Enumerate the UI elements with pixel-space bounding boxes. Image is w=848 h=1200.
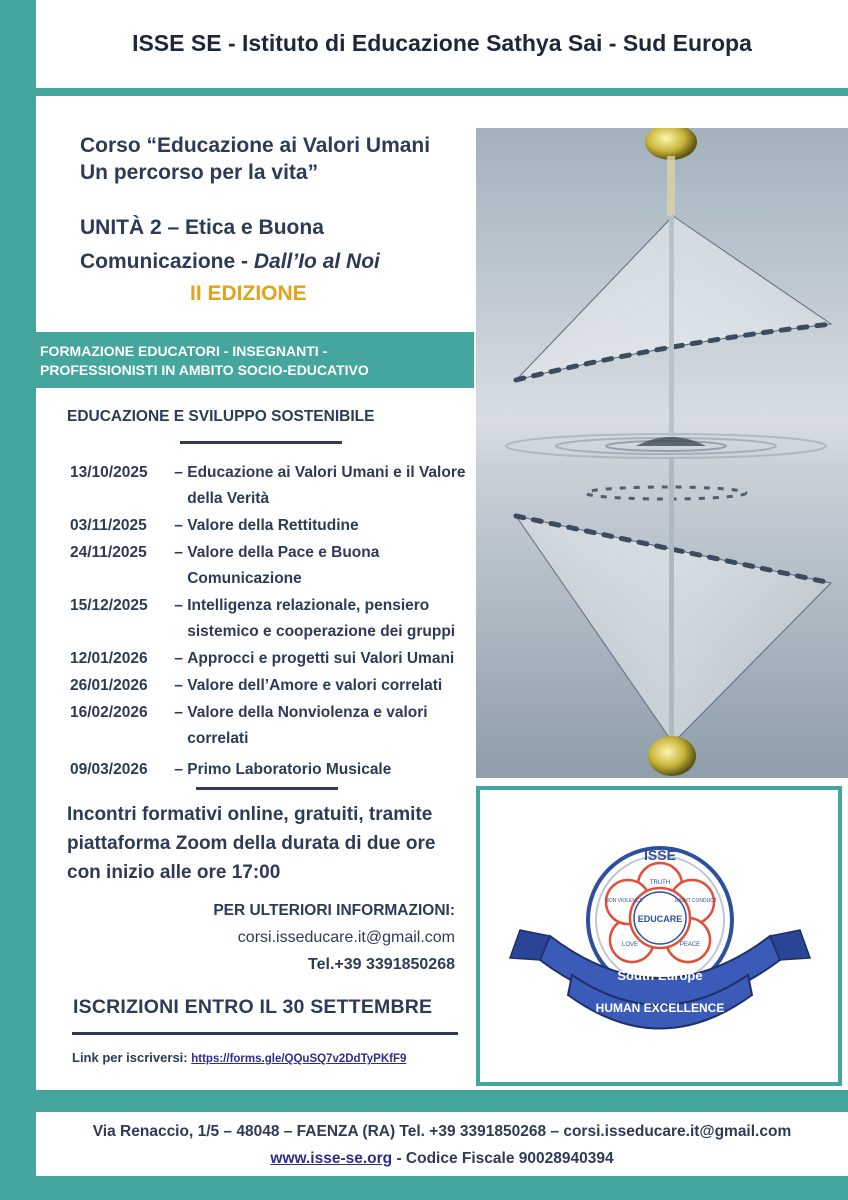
schedule-dash: – bbox=[170, 761, 188, 778]
contact-phone: Tel.+39 3391850268 bbox=[308, 956, 455, 973]
footer-tax-code: - Codice Fiscale 90028940394 bbox=[392, 1150, 614, 1167]
schedule-description: Primo Laboratorio Musicale bbox=[187, 761, 392, 778]
format-line1: Incontri formativi online, gratuiti, tramite bbox=[67, 804, 433, 825]
unit-title bbox=[80, 211, 480, 279]
isse-logo bbox=[480, 790, 838, 1082]
schedule-dash: – bbox=[170, 517, 188, 534]
registration-link[interactable]: https://forms.gle/QQuSQ7v2DdTyPKfF9 bbox=[191, 1053, 407, 1065]
unit-title-line1: UNITÀ 2 – Etica e Buona bbox=[80, 216, 324, 239]
course-title-line2: Un percorso per la vita” bbox=[80, 161, 319, 184]
schedule-description: Intelligenza relazionale, pensiero sistemico e cooperazione dei gruppi bbox=[187, 597, 456, 640]
footer-address: Via Renaccio, 1/5 – 48048 – FAENZA (RA) Tel. +39 3391850268 – corsi.isseducare.it@gmail.com bbox=[92, 1123, 792, 1140]
contact-heading: PER ULTERIORI INFORMAZIONI: bbox=[213, 902, 455, 919]
format-line3: con inizio alle ore 17:00 bbox=[67, 862, 281, 883]
registration-link-line bbox=[72, 1050, 406, 1065]
audience-banner-line1: FORMAZIONE EDUCATORI - INSEGNANTI - bbox=[40, 343, 328, 359]
divider-rule bbox=[180, 441, 342, 444]
schedule-dash: – bbox=[170, 704, 188, 721]
logo-value-right-conduct: RIGHT CONDUCT bbox=[675, 898, 717, 904]
schedule-date: 15/12/2025 bbox=[70, 597, 148, 614]
format-line2: piattaforma Zoom della durata di due ore bbox=[67, 833, 436, 854]
schedule-description: Valore della Pace e Buona Comunicazione bbox=[187, 544, 380, 587]
schedule-date: 03/11/2025 bbox=[70, 517, 147, 534]
section-heading: EDUCAZIONE E SVILUPPO SOSTENIBILE bbox=[67, 408, 375, 425]
schedule-date: 12/01/2026 bbox=[70, 650, 148, 667]
schedule-description: Educazione ai Valori Umani e il Valore della Verità bbox=[187, 464, 466, 507]
contact-email-link[interactable]: corsi.isseducare.it@gmail.com bbox=[237, 929, 455, 946]
schedule-description: Valore della Rettitudine bbox=[187, 517, 359, 534]
logo-ribbon-upper: South Europe bbox=[617, 968, 703, 983]
course-title-line1: Corso “Educazione ai Valori Umani bbox=[80, 134, 431, 157]
schedule-item bbox=[70, 540, 480, 592]
schedule-dash: – bbox=[170, 650, 188, 667]
divider-rule bbox=[72, 1032, 458, 1035]
schedule-dash: – bbox=[170, 597, 188, 614]
logo-value-love: LOVE bbox=[621, 942, 639, 948]
schedule-description: Valore della Nonviolenza e valori correlati bbox=[187, 704, 428, 747]
schedule-description: Valore dell’Amore e valori correlati bbox=[187, 677, 443, 694]
page-header-title: ISSE SE - Istituto di Educazione Sathya Sai - Sud Europa bbox=[132, 30, 752, 56]
registration-link-label: Link per iscriversi: bbox=[72, 1050, 188, 1065]
unit-title-line2 bbox=[80, 245, 480, 279]
registration-deadline: ISCRIZIONI ENTRO IL 30 SETTEMBRE bbox=[73, 996, 433, 1018]
schedule-dash: – bbox=[170, 677, 188, 694]
schedule-item bbox=[70, 757, 480, 783]
unit-subtitle: Dall’Io al Noi bbox=[253, 250, 380, 273]
course-title bbox=[80, 132, 480, 186]
schedule-item bbox=[70, 593, 480, 645]
footer-website-link[interactable]: www.isse-se.org bbox=[270, 1150, 393, 1167]
contact-info bbox=[213, 898, 455, 978]
schedule-date: 13/10/2025 bbox=[70, 464, 148, 481]
logo-top-text: ISSE bbox=[644, 847, 676, 863]
schedule-date: 16/02/2026 bbox=[70, 704, 148, 721]
schedule-item bbox=[70, 673, 480, 699]
audience-banner-text bbox=[40, 342, 470, 380]
footer-line2 bbox=[36, 1150, 848, 1168]
logo-center-text: EDUCARE bbox=[637, 914, 683, 924]
schedule-dash: – bbox=[170, 544, 188, 561]
schedule-description: Approcci e progetti sui Valori Umani bbox=[187, 650, 455, 667]
logo-value-truth: TRUTH bbox=[649, 880, 671, 886]
edition-label: II EDIZIONE bbox=[190, 282, 307, 305]
format-description bbox=[67, 800, 447, 887]
logo-value-peace: PEACE bbox=[679, 942, 701, 948]
logo-ribbon-lower: HUMAN EXCELLENCE bbox=[595, 1001, 725, 1015]
schedule-item bbox=[70, 460, 480, 512]
schedule-list bbox=[70, 460, 480, 784]
unit-title-line2-main: Comunicazione - bbox=[80, 250, 254, 273]
schedule-date: 24/11/2025 bbox=[70, 544, 147, 561]
header-panel bbox=[36, 0, 848, 88]
schedule-date: 26/01/2026 bbox=[70, 677, 148, 694]
schedule-item bbox=[70, 700, 480, 752]
schedule-date: 09/03/2026 bbox=[70, 761, 148, 778]
logo-value-non-violence: NON VIOLENCE bbox=[605, 898, 643, 904]
schedule-item bbox=[70, 513, 480, 539]
audience-banner-line2: PROFESSIONISTI IN AMBITO SOCIO-EDUCATIVO bbox=[40, 362, 369, 378]
schedule-dash: – bbox=[170, 464, 188, 481]
isse-logo-frame bbox=[476, 786, 842, 1086]
schedule-item bbox=[70, 646, 480, 672]
divider-rule bbox=[196, 787, 338, 790]
audience-banner bbox=[36, 332, 474, 388]
water-splash-photo bbox=[476, 128, 848, 778]
